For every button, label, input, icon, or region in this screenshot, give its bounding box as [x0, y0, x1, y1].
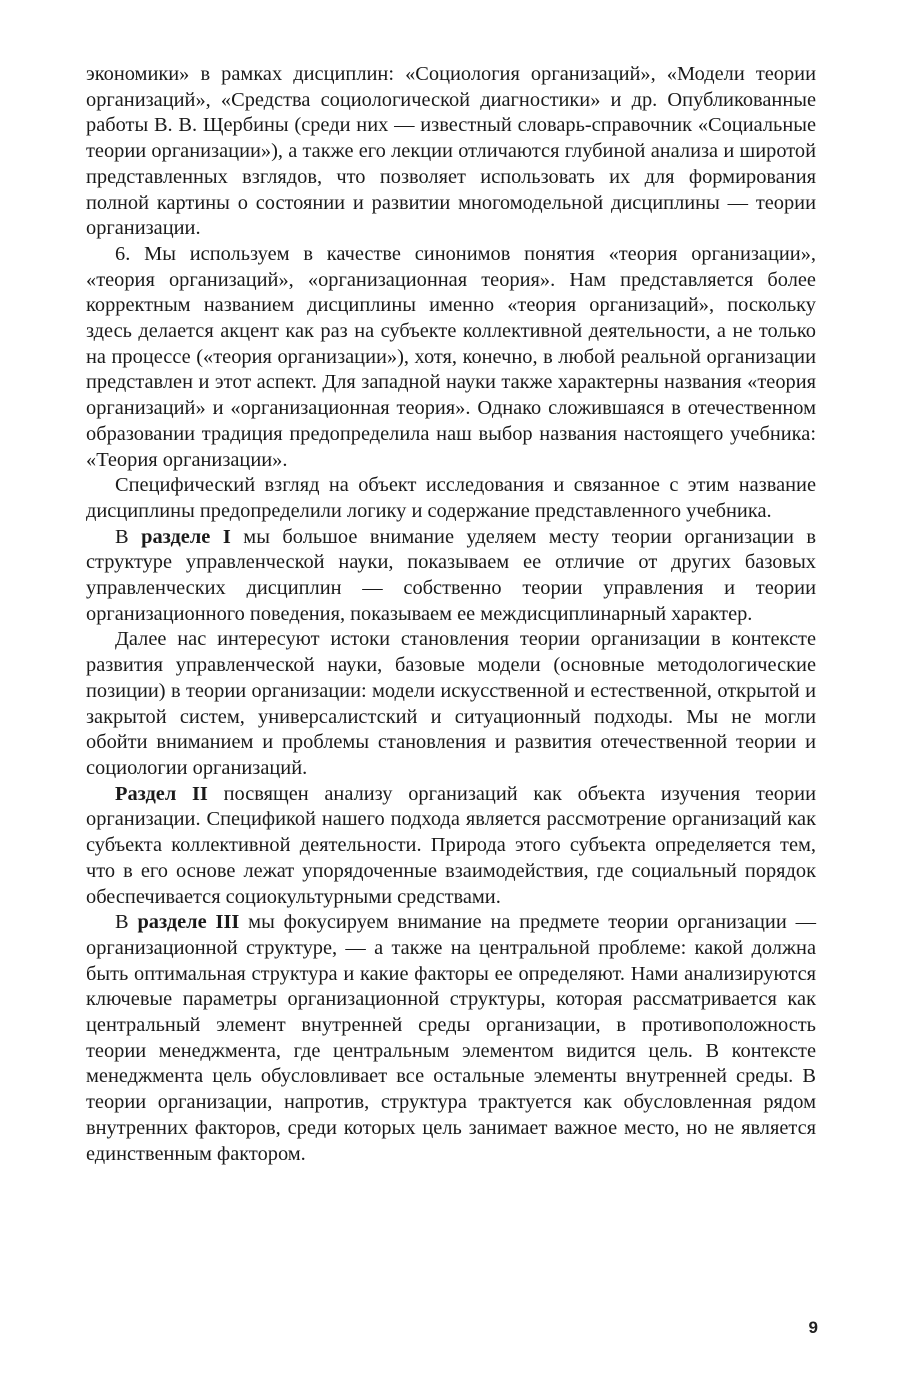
paragraph-text: 6. Мы используем в качестве синонимов понятия «теория организации», «теория организаций», «организационная теория». Нам представляется более корректным названием дисциплины именно «теория организаций», поскольку здесь делается акцент как раз на субъекте коллективной деятельности, а не только на процессе («теория организации»), хотя, конечно, в любой реальной организации представлен и этот аспект. Для западной науки также характерны названия «теория организаций» и «организационная теория». Однако сложившаяся в отечественном образовании традиция предопределила наш выбор названия настоящего учебника: «Теория организации».	[86, 242, 816, 471]
paragraph-section-2	[86, 782, 816, 911]
paragraph-section-1	[86, 525, 816, 628]
paragraph-text: посвящен анализу организаций как объекта изучения теории организации. Спецификой нашего подхода является рассмотрение организаций как субъекта коллективной деятельности. Природа этого субъекта определяется тем, что в его основе лежат упорядоченные взаимодействия, где социальный порядок обеспечивается социокультурными средствами.	[86, 782, 816, 908]
paragraph-point-6	[86, 242, 816, 473]
paragraph-specific-view	[86, 473, 816, 524]
page-number: 9	[808, 1318, 818, 1337]
section-reference-bold: разделе III	[137, 911, 240, 934]
paragraph-further	[86, 627, 816, 781]
section-reference-bold: разделе I	[141, 525, 231, 548]
paragraph-text: мы большое внимание уделяем месту теории организации в структуре управленческой науки, показываем ее отличие от других базовых управленческих дисциплин — собственно теории управления и теории организационного поведения, показываем ее междисциплинарный характер.	[86, 525, 817, 625]
paragraph-text: Далее нас интересуют истоки становления теории организации в контексте развития управленческой науки, базовые модели (основные методологические позиции) в теории организации: модели искусственной и естественной, открытой и закрытой систем, универсалистский и ситуационный подходы. Мы не могли обойти вниманием и проблемы становления и развития отечественной теории и социологии организаций.	[86, 628, 816, 779]
paragraph-continuation	[86, 62, 816, 242]
paragraph-text: мы фокусируем внимание на предмете теории организации — организационной структуре, — а также на центральной проблеме: какой должна быть оптимальная структура и какие факторы ее определяют. Нами анализируются ключевые параметры организационной структуры, которая рассматривается как центральный элемент внутренней среды организации, в противоположность теории менеджмента, где центральным элементом видится цель. В контексте менеджмента цель обусловливает все остальные элементы внутренней среды. В теории организации, напротив, структура трактуется как обусловленная рядом внутренних факторов, среди которых цель занимает важное место, но не является единственным фактором.	[86, 911, 816, 1165]
page-body	[86, 62, 816, 1167]
paragraph-text: Специфический взгляд на объект исследования и связанное с этим название дисциплины предопределили логику и содержание представленного учебника.	[86, 474, 816, 522]
paragraph-prefix: В	[115, 911, 138, 934]
paragraph-prefix: В	[115, 525, 142, 548]
section-reference-bold: Раздел II	[115, 782, 208, 805]
paragraph-section-3	[86, 910, 816, 1167]
paragraph-text: экономики» в рамках дисциплин: «Социология организаций», «Модели теории организаций», «Средства социологической диагностики» и др. Опубликованные работы В. В. Щербины (среди них — известный словарь-справочник «Социальные теории организации»), а также его лекции отличаются глубиной анализа и широтой представленных взглядов, что позволяет использовать их для формирования полной картины о состоянии и развитии многомодельной дисциплины — теории организации.	[86, 63, 816, 240]
